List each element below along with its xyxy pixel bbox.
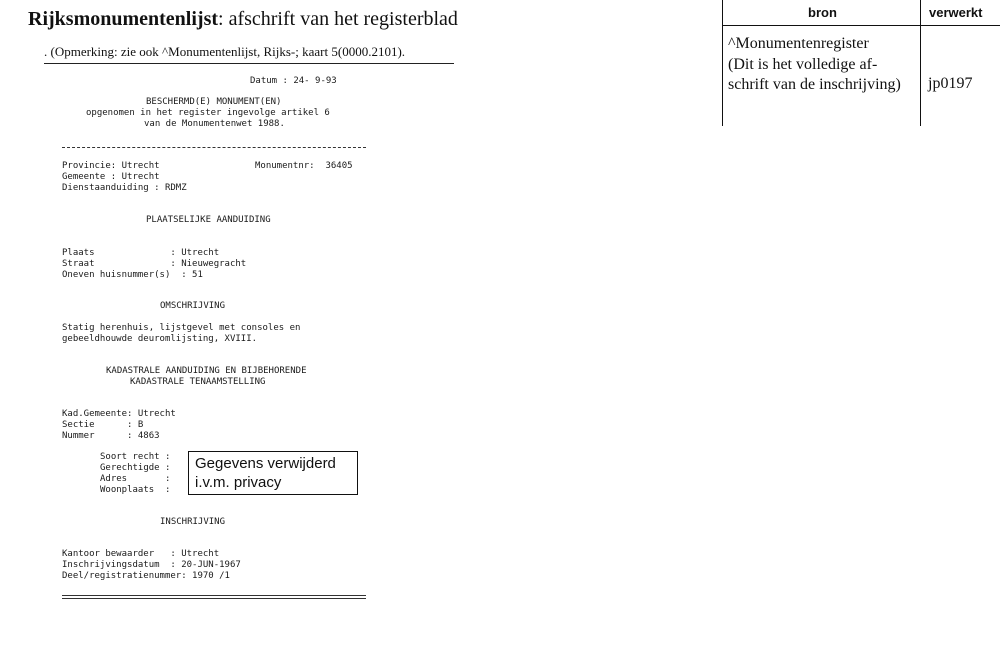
- description-line-1: Statig herenhuis, lijstgevel met consoles en: [62, 323, 301, 333]
- residence-field: Woonplaats :: [100, 485, 171, 495]
- section-cadastral-2: KADASTRALE TENAAMSTELLING: [130, 377, 266, 387]
- source-line-3: schrift van de inschrijving): [728, 76, 901, 93]
- office-field: Kantoor bewaarder : Utrecht: [62, 549, 220, 559]
- house-number-field: Oneven huisnummer(s) : 51: [62, 270, 203, 280]
- heading-register: opgenomen in het register ingevolge artikel 6: [86, 108, 330, 118]
- number-field: Nummer : 4863: [62, 431, 160, 441]
- page-title-rest: : afschrift van het registerblad: [218, 8, 458, 30]
- section-field: Sectie : B: [62, 420, 144, 430]
- privacy-notice-box: [188, 451, 358, 495]
- service-field: Dienstaanduiding : RDMZ: [62, 183, 187, 193]
- source-line-2: (Dit is het volledige af-: [728, 55, 878, 73]
- source-cell: [728, 34, 928, 96]
- monument-number-field: Monumentnr: 36405: [255, 161, 353, 171]
- heading-protected: BESCHERMD(E) MONUMENT(EN): [146, 97, 282, 107]
- cadastral-municipality: Kad.Gemeente: Utrecht: [62, 409, 176, 419]
- column-header-processed: verwerkt: [929, 5, 983, 20]
- table-header-divider: [722, 25, 1000, 26]
- heading-law: van de Monumentenwet 1988.: [144, 119, 285, 129]
- entitled-field: Gerechtigde :: [100, 463, 171, 473]
- table-border-left: [722, 0, 723, 126]
- section-local: PLAATSELIJKE AANDUIDING: [146, 215, 271, 225]
- section-registration: INSCHRIJVING: [160, 517, 226, 527]
- column-header-source: bron: [808, 5, 837, 20]
- end-divider-double: [62, 598, 366, 599]
- part-number-field: Deel/registratienummer: 1970 /1: [62, 571, 230, 581]
- page-title-bold: Rijksmonumentenlijst: [28, 8, 219, 30]
- description-line-2: gebeeldhouwde deuromlijsting, XVIII.: [62, 334, 258, 344]
- section-cadastral-1: KADASTRALE AANDUIDING EN BIJBEHORENDE: [106, 366, 307, 376]
- privacy-line-1: Gegevens verwijderd: [195, 455, 336, 472]
- processed-cell: jp0197: [928, 75, 973, 92]
- date-line: Datum : 24- 9-93: [250, 76, 337, 86]
- privacy-line-2: i.v.m. privacy: [195, 474, 282, 491]
- province-field: Provincie: Utrecht: [62, 161, 160, 171]
- street-field: Straat : Nieuwegracht: [62, 259, 247, 269]
- place-field: Plaats : Utrecht: [62, 248, 220, 258]
- address-field: Adres :: [100, 474, 171, 484]
- source-line-1: ^Monumentenregister: [728, 35, 869, 52]
- section-description: OMSCHRIJVING: [160, 301, 226, 311]
- dashed-divider: [62, 147, 366, 148]
- source-table: [722, 0, 1000, 126]
- municipality-field: Gemeente : Utrecht: [62, 172, 160, 182]
- right-type-field: Soort recht :: [100, 452, 171, 462]
- end-divider: [62, 595, 366, 596]
- registration-date-field: Inschrijvingsdatum : 20-JUN-1967: [62, 560, 241, 570]
- cross-reference-note: . (Opmerking: zie ook ^Monumentenlijst, Rijks-; kaart 5(0000.2101).: [44, 44, 406, 59]
- register-sheet: [0, 0, 480, 650]
